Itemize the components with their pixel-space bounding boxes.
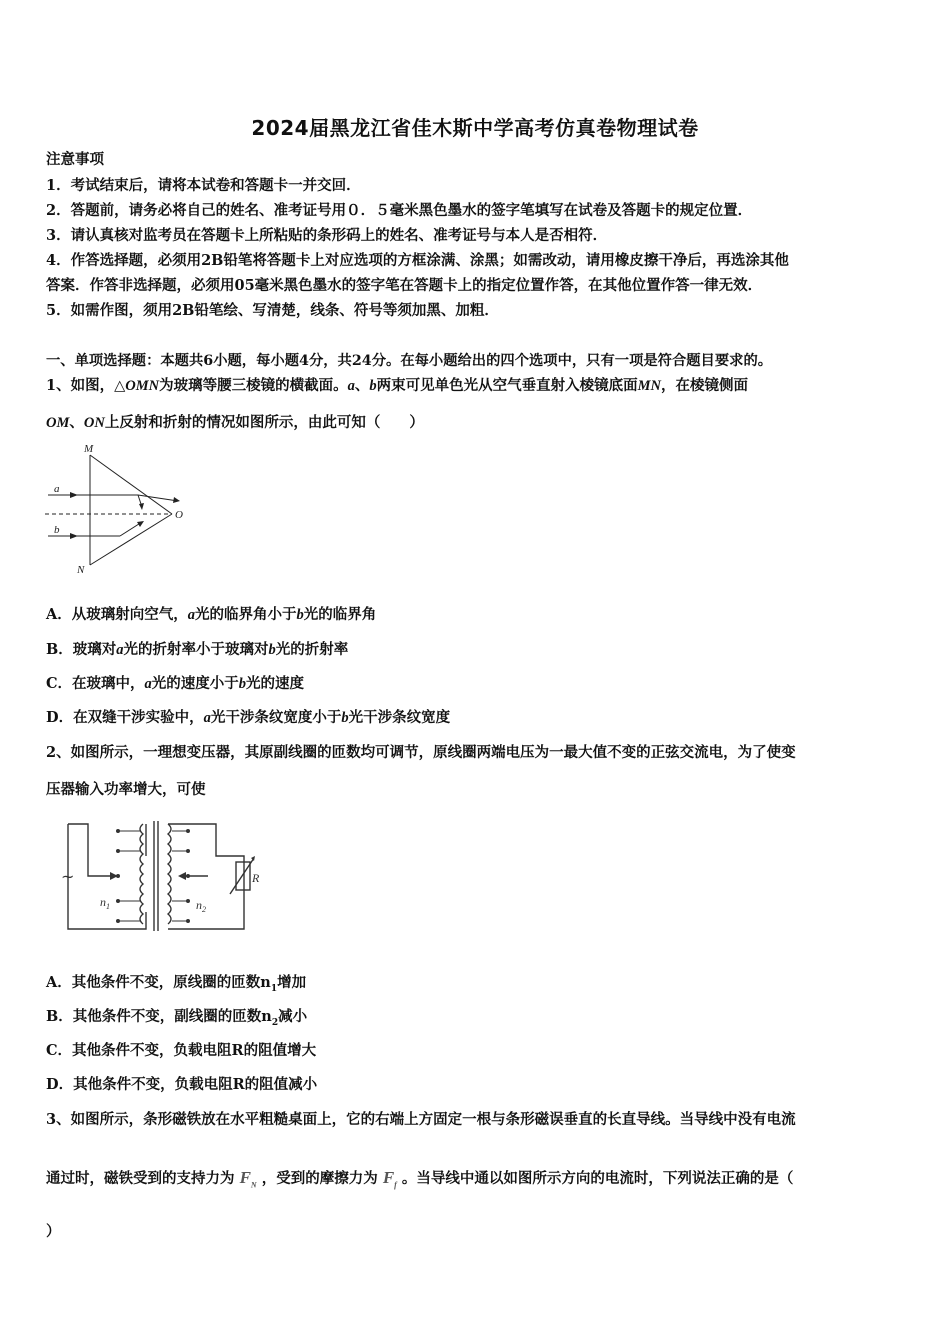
label-n1: $n_1$ [100, 895, 110, 911]
q1-option-c[interactable]: C．在玻璃中，a光的速度小于b光的速度 [46, 675, 305, 692]
prism-side-on [90, 514, 172, 565]
q2-option-b[interactable]: B．其他条件不变，副线圈的匝数$n_2$减小 [46, 1008, 308, 1028]
notice-item-2: 2．答题前，请务必将自己的姓名、准考证号用０．５毫米黑色墨水的签字笔填写在试卷及答题卡的规定位置． [46, 202, 753, 219]
notice-item-4: 4．作答选择题，必须用2B铅笔将答题卡上对应选项的方框涂满、涂黑；如需改动，请用橡皮擦干净后，再选涂其他 [46, 252, 789, 269]
arrow-b [70, 533, 78, 539]
q1-option-a[interactable]: A．从玻璃射向空气，a光的临界角小于b光的临界角 [46, 606, 377, 623]
label-N: N [77, 564, 85, 575]
q2-transformer-figure [58, 816, 278, 936]
label-M: M [84, 443, 94, 455]
q1-option-d[interactable]: D．在双缝干涉实验中，a光干涉条纹宽度小于b光干涉条纹宽度 [46, 709, 451, 726]
q2-option-a[interactable]: A．其他条件不变，原线圈的匝数$n_1$增加 [46, 974, 307, 994]
secondary-tap-arrow [178, 872, 186, 880]
q3-stem-line1: 3、如图所示，条形磁铁放在水平粗糙桌面上，它的右端上方固定一根与条形磁误垂直的长直导线。当导线中没有电流 [46, 1111, 796, 1128]
q2-stem-line1: 2、如图所示，一理想变压器，其原副线圈的匝数均可调节，原线圈两端电压为一最大值不变的正弦交流电，为了使变 [46, 744, 796, 761]
notice-item-3: 3．请认真核对监考员在答题卡上所粘贴的条形码上的姓名、准考证号与本人是否相符． [46, 227, 608, 244]
notice-item-1: 1．考试结束后，请将本试卷和答题卡一并交回． [46, 177, 361, 194]
q3-stem-line2: 通过时，磁铁受到的支持力为 $F_N$ ，受到的摩擦力为 $F_f$ 。当导线中通以如图所示方向的电流时，下列说法正确的是（ [46, 1168, 794, 1190]
primary-coil [140, 824, 143, 924]
arrow-a [70, 492, 78, 498]
q1-option-b[interactable]: B．玻璃对a光的折射率小于玻璃对b光的折射率 [46, 641, 349, 658]
label-b: b [54, 524, 60, 536]
notice-item-4-cont: 答案．作答非选择题，必须用05毫米黑色墨水的签字笔在答题卡上的指定位置作答，在其他位置作答一律无效． [46, 277, 763, 294]
label-O: O [175, 509, 183, 521]
q2-stem-line2: 压器输入功率增大，可使 [46, 781, 206, 798]
primary-circuit [68, 824, 146, 929]
section-heading: 一、单项选择题：本题共6小题，每小题4分，共24分。在每小题给出的四个选项中，只有一项是符合题目要求的。 [46, 353, 773, 369]
ac-source-symbol: ~ [61, 867, 75, 886]
symbol-FN: $F_N$ [239, 1168, 257, 1190]
secondary-coil [168, 824, 171, 924]
notice-item-5: 5．如需作图，须用2B铅笔绘、写清楚，线条、符号等须加黑、加粗． [46, 302, 499, 319]
notice-heading: 注意事项 [46, 151, 104, 168]
label-R: R [252, 871, 260, 885]
q2-option-d[interactable]: D．其他条件不变，负载电阻R的阻值减小 [46, 1076, 318, 1093]
primary-tap-arrow [110, 872, 118, 880]
exam-title: 2024届黑龙江省佳木斯中学高考仿真卷物理试卷 [251, 116, 699, 140]
label-a: a [54, 483, 60, 495]
q1-stem-line1: 1、如图，△OMN为玻璃等腰三棱镜的横截面。a、b两束可见单色光从空气垂直射入棱镜底面MN，在棱镜侧面 [46, 377, 748, 394]
prism-side-om [90, 455, 172, 514]
arrow-a-out [173, 497, 180, 503]
symbol-Ff: $F_f$ [382, 1168, 397, 1190]
q1-stem-line2: OM、ON上反射和折射的情况如图所示，由此可知（ ） [46, 414, 424, 431]
q3-stem-line3: ） [46, 1223, 61, 1240]
ray-a-refracted [138, 495, 178, 501]
label-n2: $n_2$ [196, 898, 206, 914]
q1-prism-figure [40, 440, 200, 575]
q2-option-c[interactable]: C．其他条件不变，负载电阻R的阻值增大 [46, 1042, 317, 1059]
arrow-a-refl [139, 503, 144, 510]
